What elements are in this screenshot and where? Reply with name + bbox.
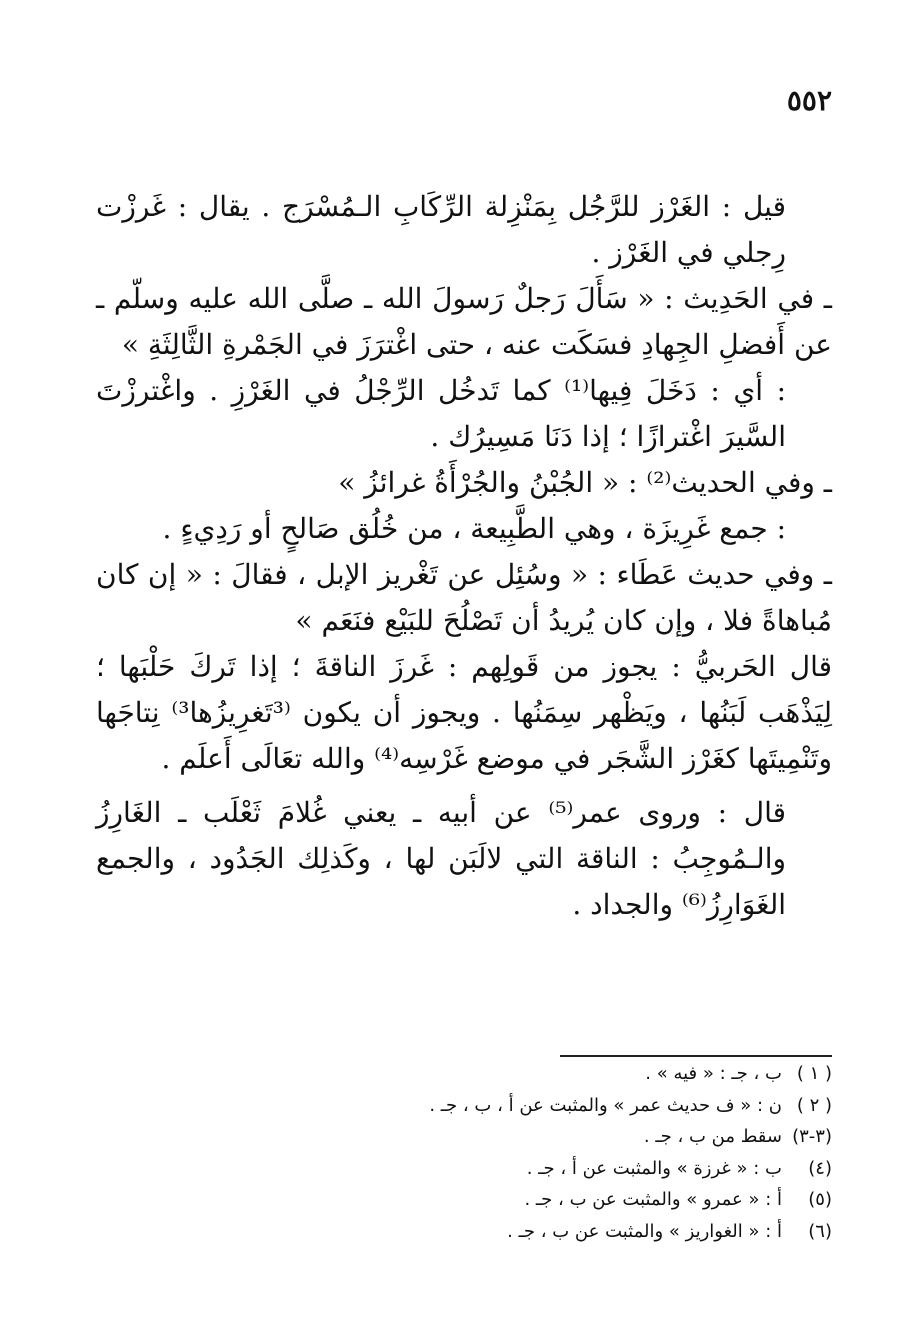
paragraph: قيل : الغَرْز للرَّجُل بِمَنْزِلة الرِّكَابِ الـمُسْرَج . يقال : غَرزْت رِجلي في الغَرْز . [96,190,786,269]
paragraph: ـ وفي حديث عَطَاء : « وسُئِل عن تَغْريز الإبل ، فقالَ : « إن كان مُباهاةً فلا ، وإن كان يُريدُ أن تَصْلُحَ للبَيْع فنَعَم » [96,558,832,637]
footnote-number: (٤) [808,1157,832,1179]
footnote-number: ( ١ ) [796,1063,832,1084]
footnote-number: ( ٢ ) [796,1094,832,1116]
footnote [96,1121,832,1153]
paragraph: : أي : دَخَلَ فِيها⁽¹⁾ كما تَدخُل الرِّجْلُ في الغَرْزِ . واغْترزْتَ السَّيرَ اغْترازًا ؛ إذا دَنَا مَسِيرُك . [96,374,787,453]
page-number: ٥٥٢ [786,84,832,117]
paragraph: : جمع غَرِيزَة ، وهي الطَّبِيعة ، من خُلُق صَالحٍ أو رَدِيءٍ . [162,512,786,545]
footnote [96,1058,832,1090]
footnote-number: (٣-٣) [792,1126,832,1147]
footnote-text: ب : « غرزة » والمثبت عن أ ، جـ . [526,1157,782,1179]
footnote-number: (٥) [808,1189,832,1210]
footnote-text: أ : « الغواريز » والمثبت عن ب ، جـ . [507,1220,782,1242]
footnote [96,1090,832,1122]
footnote [96,1153,832,1185]
footnote-divider [560,1055,832,1057]
footnote [96,1216,832,1248]
paragraph: قال : وروى عمر⁽⁵⁾ عن أبيه ـ يعني غُلامَ ثَعْلَب ـ الغَارِزُ والـمُوجِبُ : الناقة التي لالَبَن لها ، وكَذلِك الجَدُود ، والجمع الغَوَارِزُ⁽⁶⁾ والجداد . [96,796,786,921]
footnotes [96,1058,832,1247]
main-text [96,184,832,928]
footnote-text: ب ، جـ : « فيه » . [645,1063,782,1084]
footnote-text: ن : « ف حديث عمر » والمثبت عن أ ، ب ، جـ . [429,1094,782,1116]
paragraph: ـ وفي الحديث⁽²⁾ : « الجُبْنُ والجُرْأَةُ غرائزُ » [338,466,832,499]
footnote-text: سقط من ب ، جـ . [643,1126,782,1147]
paragraph: ـ في الحَدِيث : « سَأَلَ رَجلٌ رَسولَ الله ـ صلَّى الله عليه وسلّم ـ عن أَفضلِ الجِهادِ فسَكَت عنه ، حتى اغْترَزَ في الجَمْرةِ الثَّالِثَةِ » [96,282,832,361]
footnote [96,1184,832,1216]
paragraph: قال الحَربيُّ : يجوز من قَولِهم : غَرزَ الناقةَ ؛ إذا تَركَ حَلْبَها ؛ لِيَذْهَب لَبَنُها ، ويَظْهر سِمَنُها . ويجوز أن يكون ⁽³تَغرِيزُها³⁾ نِتاجَها وتَنْمِيتَها كغَرْز الشَّجَر في موضع غَرْسِه⁽⁴⁾ والله تعَالَى أَعلَم . [96,650,832,775]
footnote-number: (٦) [808,1220,832,1242]
footnote-text: أ : « عمرو » والمثبت عن ب ، جـ . [524,1189,782,1210]
